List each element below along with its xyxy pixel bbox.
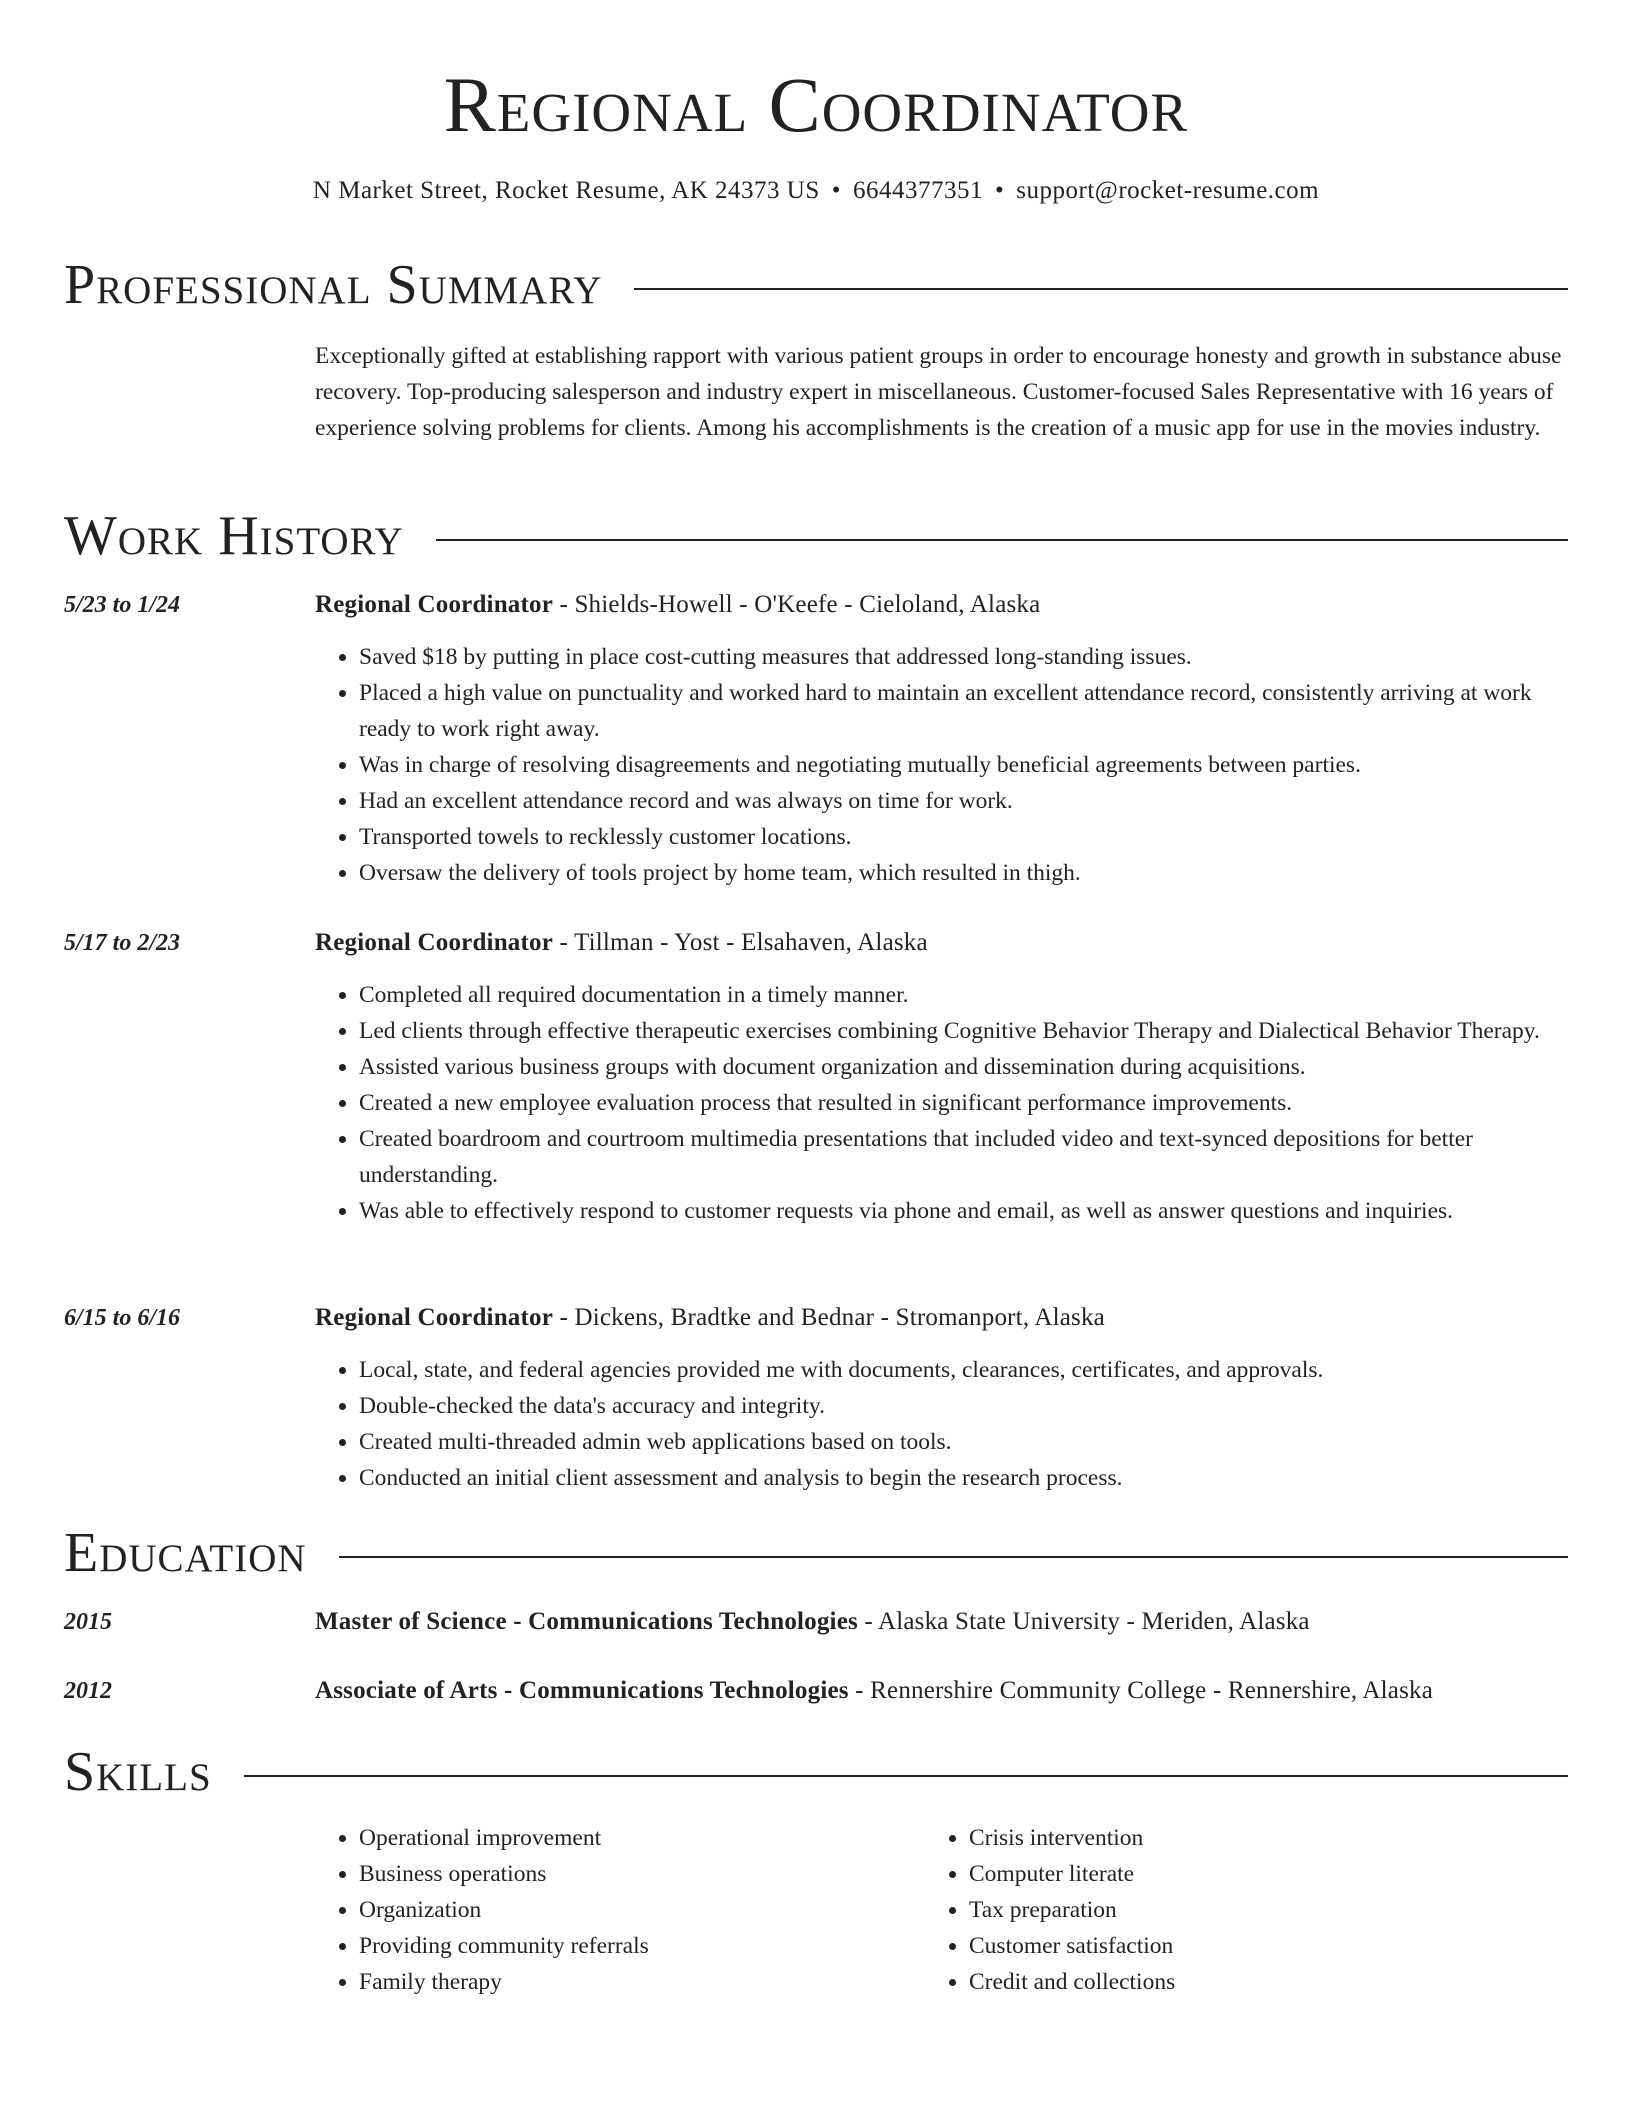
job-bullet: • Created boardroom and courtroom multimedia presentations that included video and text-synced depositions for better understanding. [359, 1121, 1568, 1193]
job-bullets [315, 1352, 1568, 1496]
work-history-section-heading [64, 501, 1568, 571]
work-history-heading-text: Work History [64, 505, 404, 567]
job-employer: - Shields-Howell - O'Keefe - Cieloland, Alaska [553, 591, 1041, 618]
skill-item: • Crisis intervention [969, 1820, 1485, 1856]
contact-phone[interactable]: 6644377351 [853, 177, 984, 204]
skill-item: • Family therapy [359, 1964, 875, 2000]
education-degree: Master of Science - Communications Technologies [315, 1608, 858, 1635]
resume-title: Regional Coordinator [443, 61, 1189, 148]
skill-item: • Providing community referrals [359, 1928, 875, 1964]
education-heading-text: Education [64, 1522, 307, 1584]
skill-item: • Credit and collections [969, 1964, 1485, 2000]
job-bullets [315, 639, 1568, 891]
job-bullet: • Had an excellent attendance record and was always on time for work. [359, 783, 1568, 819]
job-header [315, 925, 928, 961]
job-bullet: • Saved $18 by putting in place cost-cutting measures that addressed long-standing issues. [359, 639, 1568, 675]
job-bullet: • Local, state, and federal agencies provided me with documents, clearances, certificates, and approvals. [359, 1352, 1568, 1388]
section-divider [339, 1556, 1568, 1558]
skill-item: • Computer literate [969, 1856, 1485, 1892]
job-bullet: • Was in charge of resolving disagreements and negotiating mutually beneficial agreements between parties. [359, 747, 1568, 783]
education-year: 2015 [64, 1609, 112, 1635]
professional-summary: Exceptionally gifted at establishing rapport with various patient groups in order to encourage honesty and growth in substance abuse recovery. Top-producing salesperson and industry expert in miscellaneous. Customer-focused Sales Representative with 16 years of experience solving problems for clients. Among his accomplishments is the creation of a music app for use in the movies industry. [315, 343, 1562, 441]
job-bullet: • Oversaw the delivery of tools project by home team, which resulted in thigh. [359, 855, 1568, 891]
contact-line [64, 174, 1568, 208]
skill-item: • Business operations [359, 1856, 875, 1892]
job-employer: - Tillman - Yost - Elsahaven, Alaska [553, 929, 928, 956]
skills-heading-text: Skills [64, 1741, 212, 1803]
skill-item: • Organization [359, 1892, 875, 1928]
job-bullet: • Created a new employee evaluation process that resulted in significant performance improvements. [359, 1085, 1568, 1121]
job-title: Regional Coordinator [315, 1304, 554, 1331]
skills-section-heading [64, 1737, 1568, 1807]
job-title: Regional Coordinator [315, 929, 554, 956]
job-bullets [315, 977, 1568, 1229]
education-school: - Rennershire Community College - Rennershire, Alaska [848, 1677, 1434, 1704]
education-section-heading [64, 1518, 1568, 1588]
job-bullet: • Led clients through effective therapeutic exercises combining Cognitive Behavior Therapy and Dialectical Behavior Therapy. [359, 1013, 1568, 1049]
section-divider [436, 539, 1568, 541]
job-dates: 5/17 to 2/23 [64, 930, 181, 956]
job-bullet: • Created multi-threaded admin web applications based on tools. [359, 1424, 1568, 1460]
education-year: 2012 [64, 1678, 112, 1704]
contact-email[interactable]: support@rocket-resume.com [1016, 177, 1320, 204]
job-employer: - Dickens, Bradtke and Bednar - Stromanport, Alaska [553, 1304, 1105, 1331]
job-bullet: • Completed all required documentation in a timely manner. [359, 977, 1568, 1013]
job-dates: 5/23 to 1/24 [64, 592, 181, 618]
summary-section-heading [64, 250, 1568, 320]
job-bullet: • Conducted an initial client assessment and analysis to begin the research process. [359, 1460, 1568, 1496]
contact-separator: • [831, 177, 842, 204]
job-bullet: • Was able to effectively respond to customer requests via phone and email, as well as answer questions and inquiries. [359, 1193, 1568, 1229]
education-school: - Alaska State University - Meriden, Alaska [857, 1608, 1310, 1635]
job-header [315, 587, 1040, 623]
job-bullet: • Transported towels to recklessly customer locations. [359, 819, 1568, 855]
job-bullet: • Assisted various business groups with document organization and dissemination during acquisitions. [359, 1049, 1568, 1085]
job-header [315, 1300, 1105, 1336]
skills-list-right [925, 1820, 1485, 2000]
contact-separator: • [995, 177, 1005, 204]
education-header [315, 1673, 1433, 1709]
skill-item: • Operational improvement [359, 1820, 875, 1856]
summary-heading-text: Professional Summary [64, 254, 603, 316]
section-divider [244, 1775, 1568, 1777]
education-degree: Associate of Arts - Communications Technologies [315, 1677, 849, 1704]
contact-address: N Market Street, Rocket Resume, AK 24373 US [312, 177, 820, 204]
job-dates: 6/15 to 6/16 [64, 1305, 181, 1331]
skills-list-left [315, 1820, 875, 2000]
job-bullet: • Double-checked the data's accuracy and integrity. [359, 1388, 1568, 1424]
section-divider [634, 288, 1568, 290]
job-bullet: • Placed a high value on punctuality and worked hard to maintain an excellent attendance record, consistently arriving at work ready to work right away. [359, 675, 1568, 747]
skill-item: • Customer satisfaction [969, 1928, 1485, 1964]
job-title: Regional Coordinator [315, 591, 554, 618]
education-header [315, 1604, 1310, 1640]
skill-item: • Tax preparation [969, 1892, 1485, 1928]
